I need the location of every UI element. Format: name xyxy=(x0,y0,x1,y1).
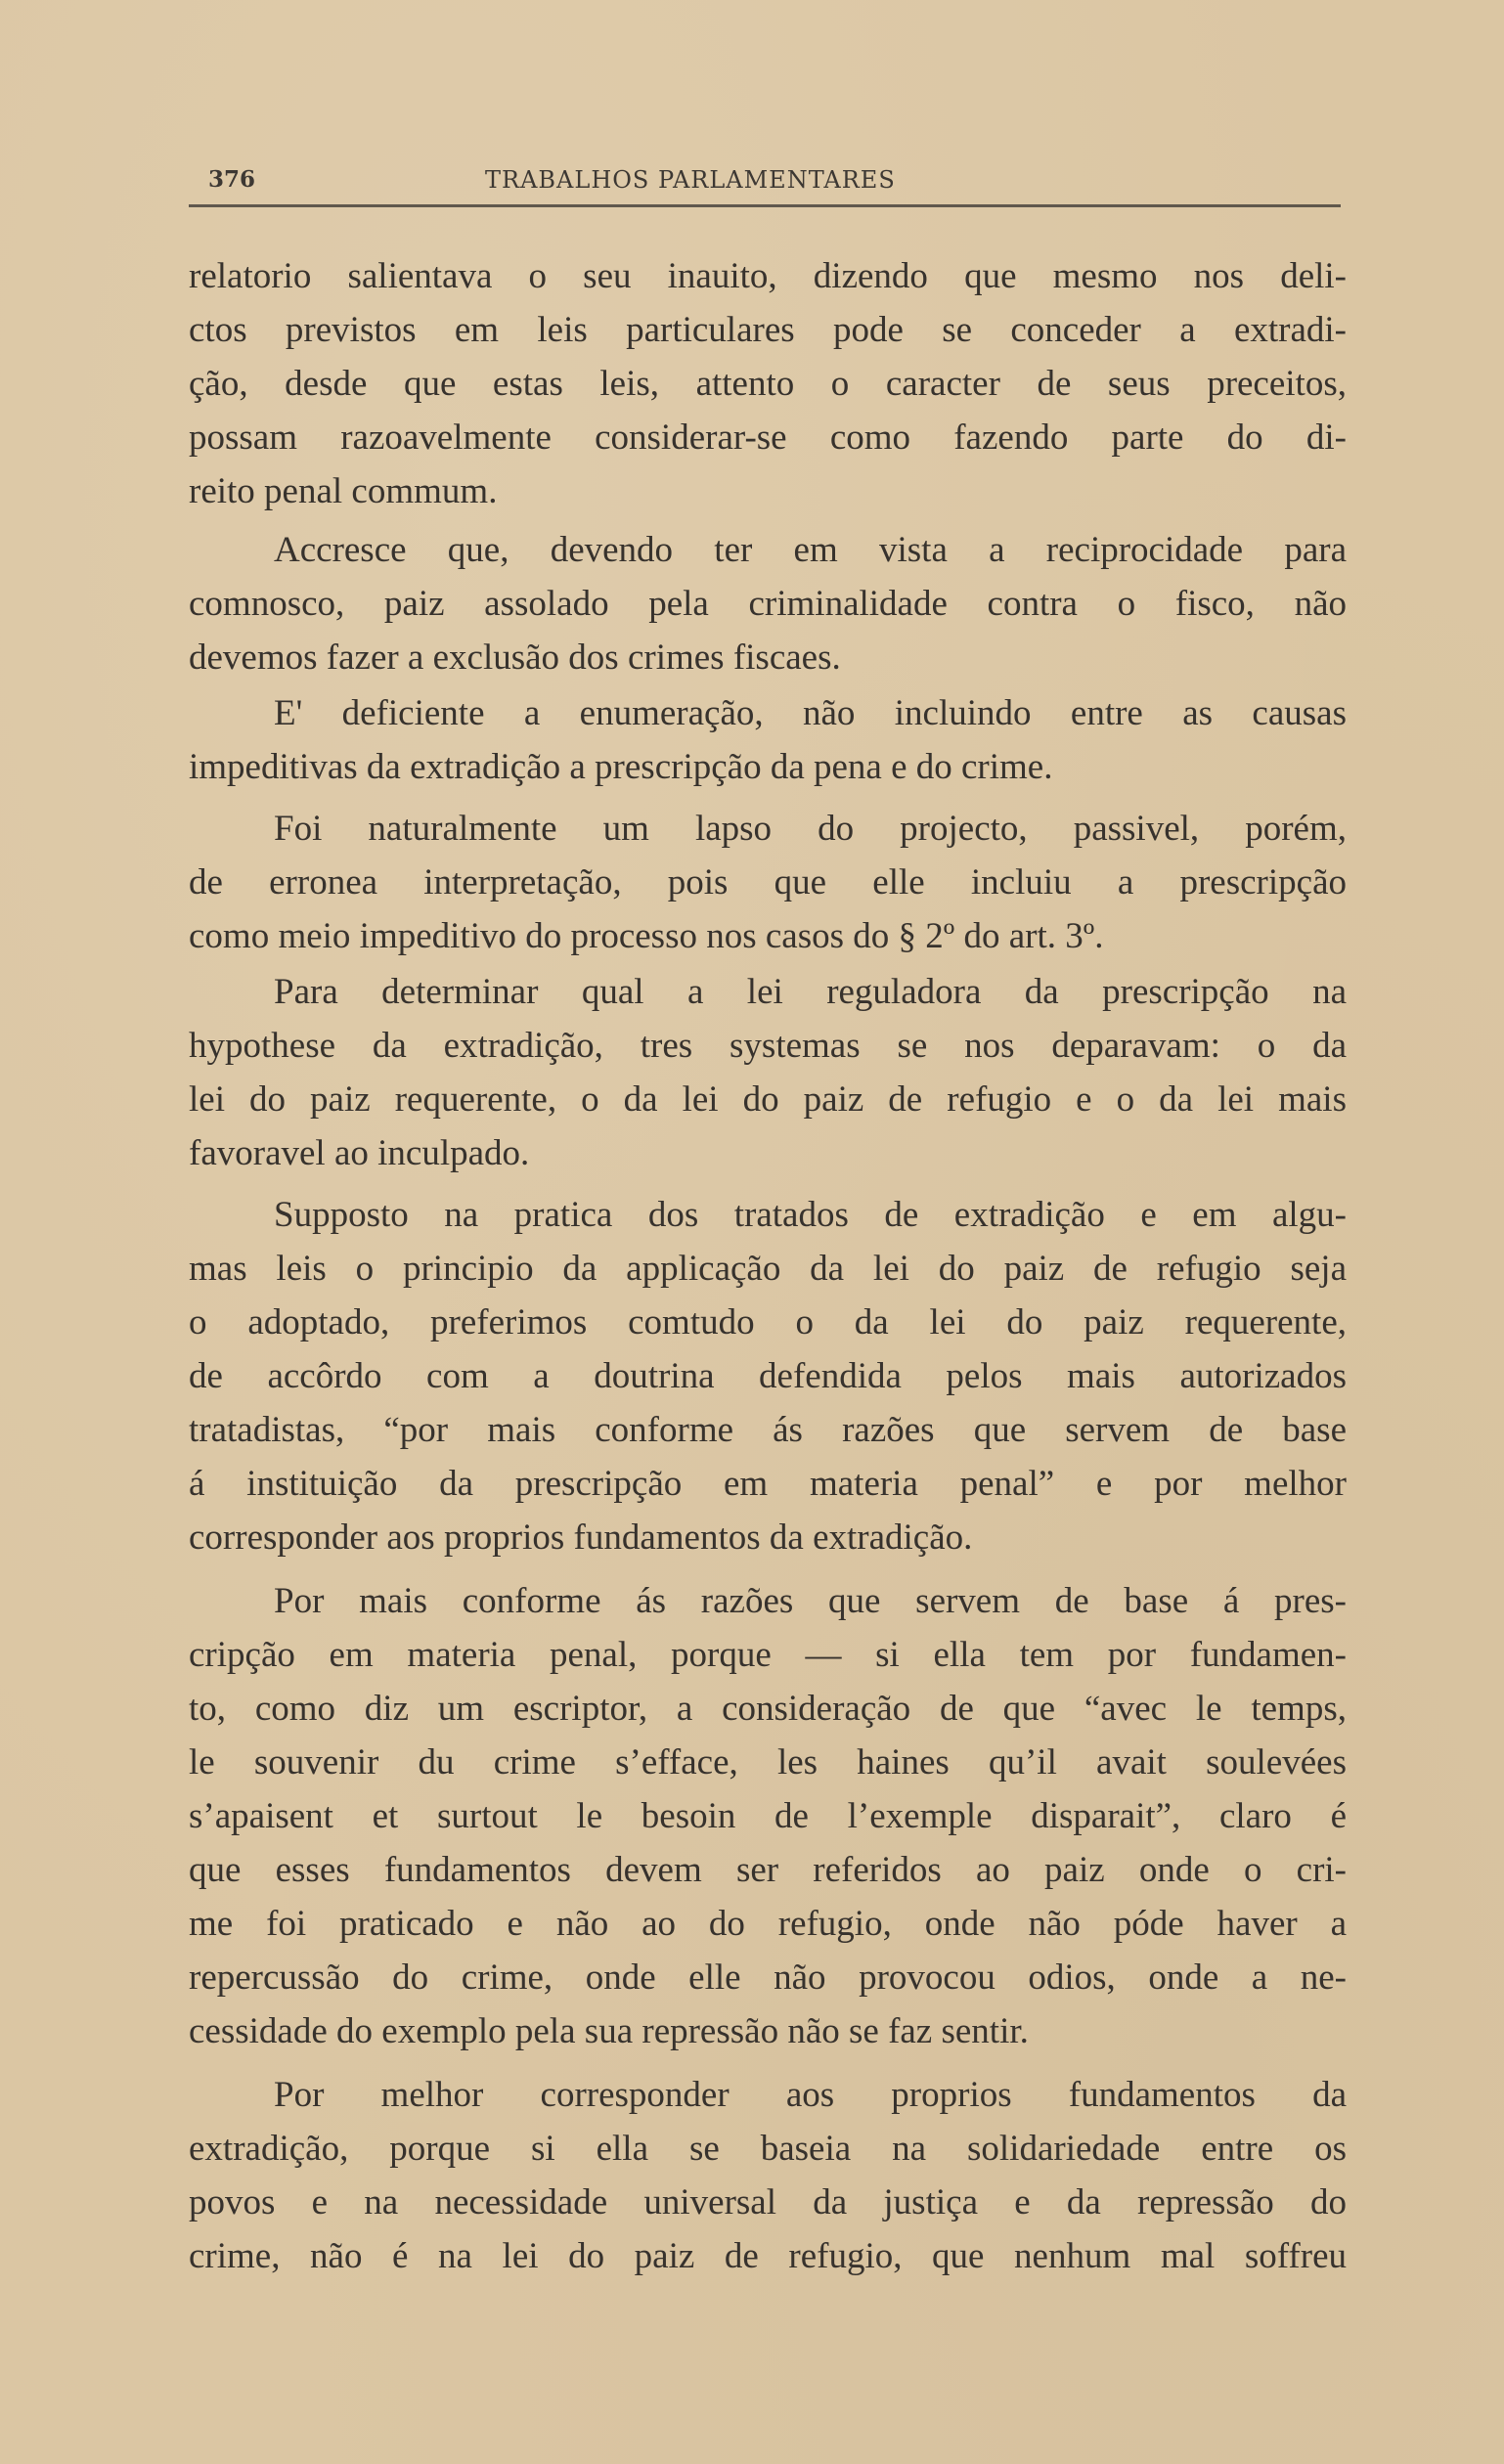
text-line: possam razoavelmente considerar-se como fazendo parte do di- xyxy=(189,418,1347,458)
text-line: que esses fundamentos devem ser referidos ao paiz onde o cri- xyxy=(189,1850,1347,1890)
text-line: le souvenir du crime s’efface, les haines qu’il avait soulevées xyxy=(189,1742,1347,1782)
text-line: corresponder aos proprios fundamentos da extradição. xyxy=(189,1518,973,1558)
text-line: devemos fazer a exclusão dos crimes fiscaes. xyxy=(189,638,841,678)
text-line: me foi praticado e não ao do refugio, onde não póde haver a xyxy=(189,1904,1347,1944)
running-title: TRABALHOS PARLAMENTARES xyxy=(485,166,896,194)
text-line: impeditivas da extradição a prescripção da pena e do crime. xyxy=(189,747,1053,787)
text-line: hypothese da extradição, tres systemas se nos deparavam: o da xyxy=(189,1026,1347,1066)
text-line: cessidade do exemplo pela sua repressão não se faz sentir. xyxy=(189,2011,1029,2051)
text-line: povos e na necessidade universal da justiça e da repressão do xyxy=(189,2182,1347,2222)
text-line: Supposto na pratica dos tratados de extradição e em algu- xyxy=(274,1195,1347,1235)
text-line: Por melhor corresponder aos proprios fundamentos da xyxy=(274,2075,1347,2115)
text-line: Foi naturalmente um lapso do projecto, passivel, porém, xyxy=(274,809,1347,849)
text-line: s’apaisent et surtout le besoin de l’exemple disparait”, claro é xyxy=(189,1796,1347,1836)
text-line: lei do paiz requerente, o da lei do paiz de refugio e o da lei mais xyxy=(189,1079,1347,1120)
text-line: repercussão do crime, onde elle não provocou odios, onde a ne- xyxy=(189,1958,1347,1998)
text-line: relatorio salientava o seu inauito, dizendo que mesmo nos deli- xyxy=(189,256,1347,296)
text-line: Para determinar qual a lei reguladora da prescripção na xyxy=(274,972,1347,1012)
text-line: cripção em materia penal, porque — si ella tem por fundamen- xyxy=(189,1635,1347,1675)
header-rule xyxy=(189,204,1341,207)
text-line: Accresce que, devendo ter em vista a reciprocidade para xyxy=(274,530,1347,570)
text-line: o adoptado, preferimos comtudo o da lei do paiz requerente, xyxy=(189,1302,1347,1342)
text-line: mas leis o principio da applicação da lei do paiz de refugio seja xyxy=(189,1249,1347,1289)
text-line: comnosco, paiz assolado pela criminalidade contra o fisco, não xyxy=(189,584,1347,624)
text-line: to, como diz um escriptor, a consideração de que “avec le temps, xyxy=(189,1689,1347,1729)
page-number: 376 xyxy=(208,166,256,193)
running-header xyxy=(189,158,1343,198)
text-line: Por mais conforme ás razões que servem de base á pres- xyxy=(274,1581,1347,1621)
text-line: E' deficiente a enumeração, não incluindo entre as causas xyxy=(274,693,1347,733)
text-line: crime, não é na lei do paiz de refugio, que nenhum mal soffreu xyxy=(189,2236,1347,2276)
text-line: ção, desde que estas leis, attento o caracter de seus preceitos, xyxy=(189,364,1347,404)
text-line: reito penal commum. xyxy=(189,471,498,511)
text-line: como meio impeditivo do processo nos casos do § 2º do art. 3º. xyxy=(189,916,1104,956)
text-line: extradição, porque si ella se baseia na solidariedade entre os xyxy=(189,2129,1347,2169)
text-line: á instituição da prescripção em materia penal” e por melhor xyxy=(189,1464,1347,1504)
text-line: favoravel ao inculpado. xyxy=(189,1133,530,1173)
text-line: tratadistas, “por mais conforme ás razões que servem de base xyxy=(189,1410,1347,1450)
text-line: ctos previstos em leis particulares pode se conceder a extradi- xyxy=(189,310,1347,350)
text-line: de accôrdo com a doutrina defendida pelos mais autorizados xyxy=(189,1356,1347,1396)
text-line: de erronea interpretação, pois que elle incluiu a prescripção xyxy=(189,862,1347,902)
